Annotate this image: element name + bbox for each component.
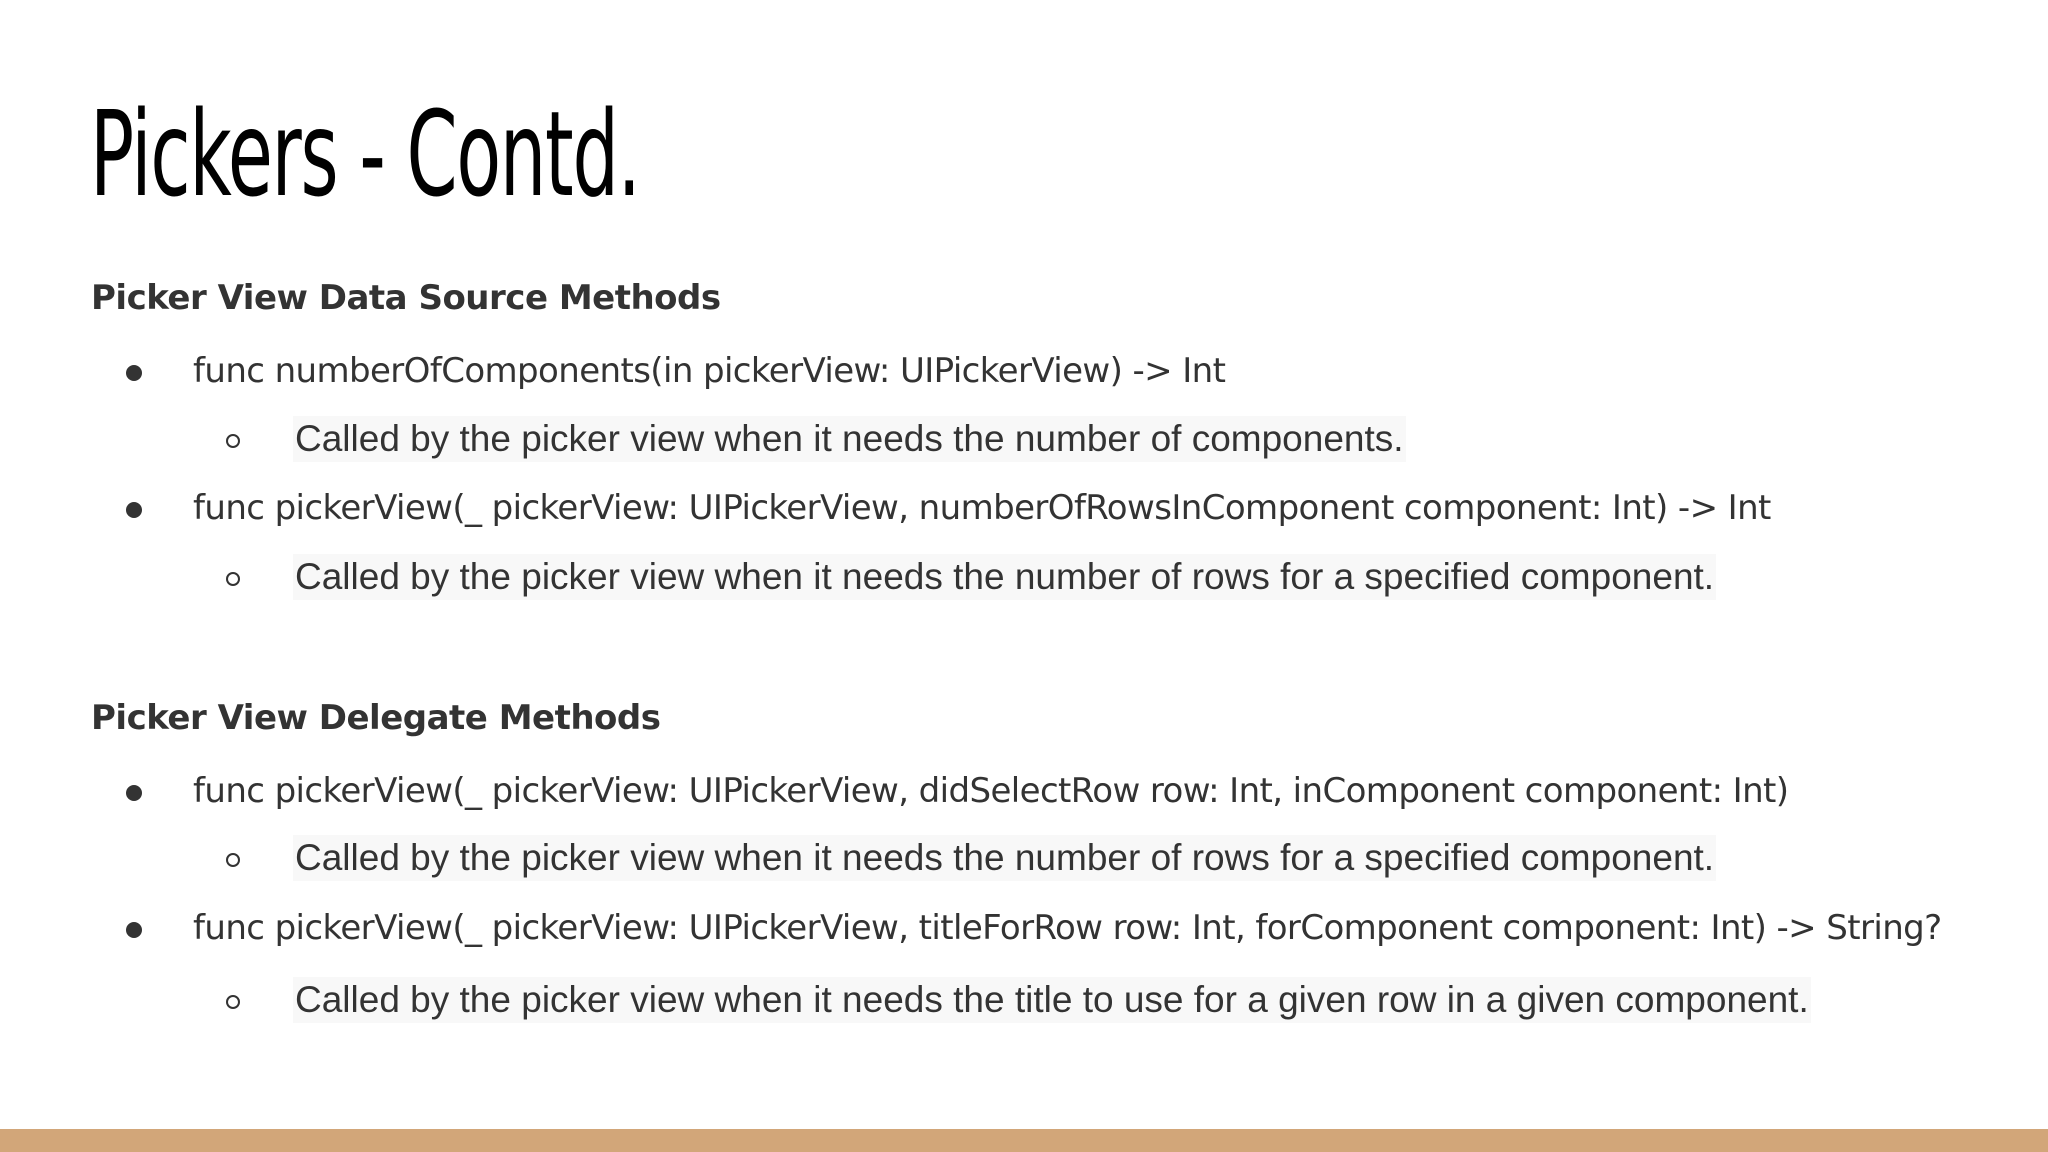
footer-bar (0, 1129, 2048, 1152)
method-signature: func pickerView(_ pickerView: UIPickerView, numberOfRowsInComponent component: Int) -> Int (193, 488, 1771, 528)
method-signature: func numberOfComponents(in pickerView: UIPickerView) -> Int (193, 351, 1226, 391)
bullet-icon (126, 922, 142, 938)
method-description: Called by the picker view when it needs the title to use for a given row in a given component. (293, 977, 1811, 1023)
section-heading-delegate: Picker View Delegate Methods (91, 698, 661, 738)
method-signature: func pickerView(_ pickerView: UIPickerView, titleForRow row: Int, forComponent component: Int) -> String? (193, 908, 1942, 948)
sub-bullet-icon (226, 853, 240, 867)
slide-title: Pickers - Contd. (90, 85, 640, 223)
bullet-icon (126, 785, 142, 801)
method-description: Called by the picker view when it needs the number of components. (293, 416, 1406, 462)
sub-bullet-icon (226, 572, 240, 586)
bullet-icon (126, 502, 142, 518)
sub-bullet-icon (226, 995, 240, 1009)
method-description: Called by the picker view when it needs the number of rows for a specified component. (293, 835, 1716, 881)
method-description: Called by the picker view when it needs the number of rows for a specified component. (293, 554, 1716, 600)
method-signature: func pickerView(_ pickerView: UIPickerView, didSelectRow row: Int, inComponent component: Int) (193, 771, 1789, 811)
section-heading-data-source: Picker View Data Source Methods (91, 278, 721, 318)
bullet-icon (126, 365, 142, 381)
sub-bullet-icon (226, 434, 240, 448)
